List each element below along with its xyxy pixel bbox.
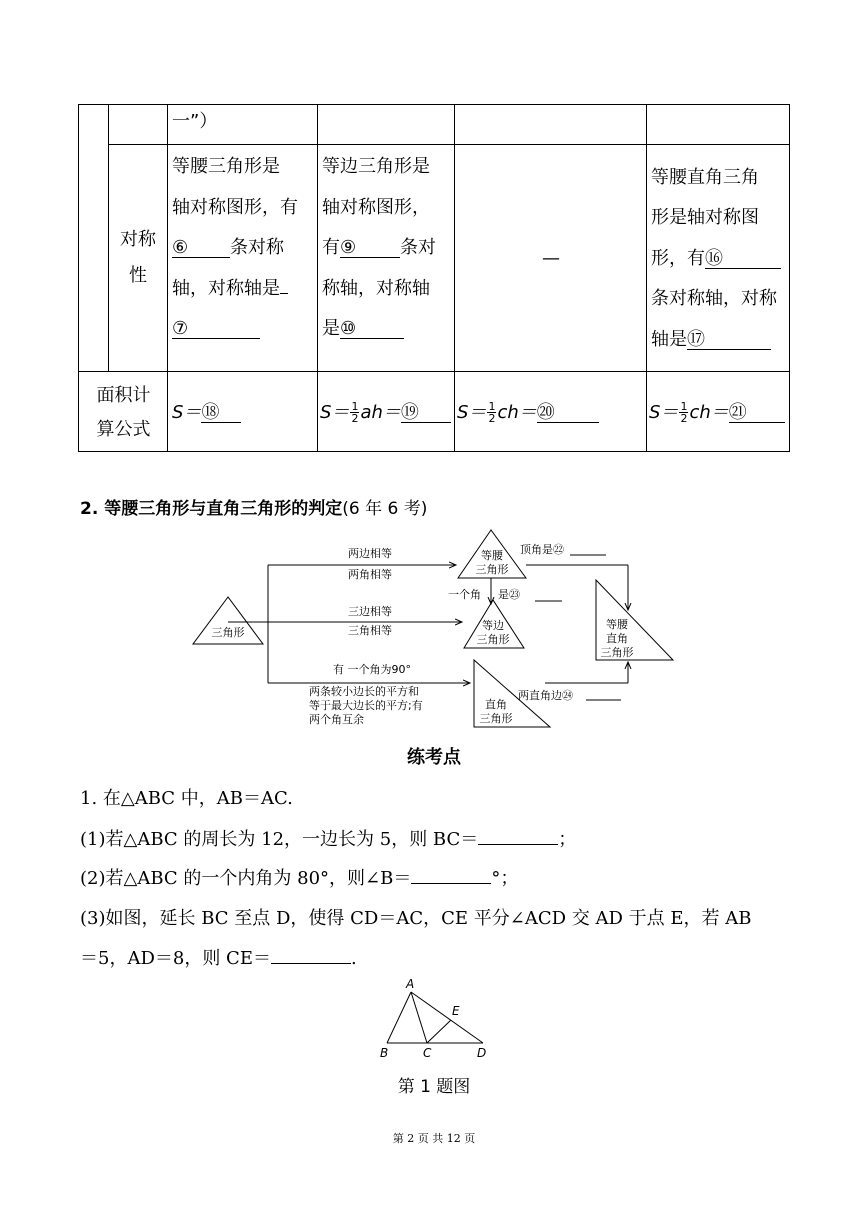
- point-b-label: B: [380, 1046, 389, 1060]
- text-span: ＝5，AD＝8，则 CE＝: [80, 948, 271, 969]
- text-span: 轴，对称轴是: [172, 277, 280, 299]
- isosceles-right-label-1: 等腰: [606, 618, 628, 631]
- answer-blank-3[interactable]: [271, 963, 351, 964]
- section2-title-text: 2. 等腰三角形与直角三角形的判定: [80, 499, 343, 519]
- fraction-denominator: 2: [488, 412, 496, 425]
- cond-three-angles: 三角相等: [348, 624, 392, 637]
- text-span: (2)若△ABC 的一个内角为 80°，则∠B＝: [80, 868, 412, 889]
- fraction-denominator: 2: [351, 412, 359, 425]
- text-span: 条对称: [230, 237, 284, 258]
- text-span: S＝: [320, 401, 350, 423]
- text-span: 是: [322, 318, 340, 339]
- symmetry-label: 对称性: [120, 229, 156, 286]
- text-line: 形是轴对称图: [651, 207, 759, 229]
- text-line: 等腰三角形是: [172, 156, 280, 177]
- segment-ad: [411, 992, 483, 1043]
- cond-pythag-2: 等于最大边长的平方;有: [309, 699, 423, 712]
- segment-ac: [411, 992, 427, 1043]
- point-a-label: A: [406, 977, 415, 991]
- text-line: 等腰直角三角: [651, 166, 759, 188]
- isosceles-right-label-3: 三角形: [600, 646, 634, 659]
- vertex-angle-label: 顶角是㉒: [520, 543, 564, 556]
- question-1-2: [80, 864, 518, 890]
- text-line: 称轴，对称轴: [322, 277, 430, 299]
- text-span: 形，有: [651, 247, 705, 269]
- row1-text: 一”）: [172, 111, 218, 132]
- cond-two-sides: 两边相等: [348, 547, 392, 560]
- text-line: 条对称轴，对称: [651, 288, 777, 310]
- text-line: 算公式: [96, 418, 151, 440]
- figure-caption: 第 1 题图: [397, 1077, 471, 1097]
- cond-three-sides: 三边相等: [348, 605, 392, 618]
- text-span: (1)若△ABC 的周长为 12，一边长为 5，则 BC＝: [80, 829, 479, 850]
- text-span: S＝: [649, 401, 679, 423]
- cond-two-angles: 两角相等: [348, 568, 392, 581]
- segment-ab: [387, 992, 411, 1043]
- right-label-1: 直角: [485, 698, 507, 711]
- text-line: 轴对称图形，: [322, 196, 430, 218]
- answer-blank-1[interactable]: [478, 844, 558, 845]
- practice-heading: 练考点: [407, 747, 461, 768]
- blank-20: ⑳: [537, 404, 599, 423]
- question-1: 1. 在△ABC 中，AB＝AC.: [80, 788, 293, 809]
- blank-16: ⑯: [705, 250, 781, 269]
- question-1-3-line2: [80, 944, 357, 970]
- is-label: 是㉓: [498, 588, 520, 601]
- legs-equal-label: 两直角边㉔: [518, 689, 573, 702]
- equilateral-label-1: 等边: [482, 619, 504, 632]
- point-e-label: E: [452, 1004, 460, 1018]
- text-line: 等边三角形是: [322, 156, 430, 177]
- answer-blank-2[interactable]: [411, 883, 491, 884]
- text-line: 轴对称图形，有: [172, 196, 298, 218]
- text-span: S＝: [172, 401, 202, 423]
- cond-one-angle: 有 一个角为90°: [333, 663, 411, 676]
- fraction-numerator: 1: [351, 400, 359, 413]
- text-span: .: [350, 948, 357, 969]
- triangle-label: 三角形: [211, 626, 245, 639]
- text-span: ch＝: [689, 401, 729, 423]
- text-span: 轴是: [651, 328, 687, 350]
- text-span: S＝: [457, 401, 487, 423]
- isosceles-label-1: 等腰: [481, 549, 503, 562]
- blank-18: ⑱: [201, 404, 241, 423]
- page-footer: 第 2 页 共 12 页: [392, 1132, 476, 1145]
- text-span: ；: [558, 829, 577, 850]
- isosceles-label-2: 三角形: [475, 563, 509, 576]
- text-span: 有: [322, 237, 340, 258]
- blank-21: ㉑: [729, 404, 785, 423]
- equilateral-label-2: 三角形: [476, 633, 510, 646]
- blank-9: ⑨: [340, 239, 400, 258]
- one-angle-label: 一个角: [448, 588, 481, 601]
- isosceles-right-label-2: 直角: [606, 632, 628, 645]
- fraction-numerator: 1: [488, 400, 496, 413]
- symmetry-right-dash: —: [542, 247, 560, 269]
- geometry-figure: [370, 972, 500, 1064]
- point-c-label: C: [423, 1046, 432, 1060]
- question-1-3-line1: (3)如图，延长 BC 至点 D，使得 CD＝AC，CE 平分∠ACD 交 AD 于点 E，若 AB: [80, 908, 752, 929]
- blank-19: ⑲: [401, 404, 451, 423]
- text-span: ah＝: [360, 401, 401, 423]
- question-1-1: [80, 825, 576, 851]
- cond-pythag-3: 两个角互余: [309, 713, 364, 726]
- point-d-label: D: [477, 1046, 487, 1060]
- text-span: 条对: [400, 237, 436, 258]
- fraction-numerator: 1: [680, 400, 688, 413]
- text-span: °；: [491, 868, 519, 889]
- segment-ce: [427, 1020, 451, 1043]
- text-span: ch＝: [497, 401, 537, 423]
- text-line: 面积计: [96, 384, 151, 406]
- cond-pythag-1: 两条较小边长的平方和: [309, 685, 419, 698]
- blank-7: ⑦: [172, 320, 260, 339]
- right-label-2: 三角形: [479, 712, 513, 725]
- fraction-denominator: 2: [680, 412, 688, 425]
- section2-title-suffix: (6 年 6 考): [342, 499, 428, 519]
- blank-10: ⑩: [340, 320, 404, 339]
- blank-17: ⑰: [687, 331, 771, 350]
- blank-6: ⑥: [172, 239, 230, 258]
